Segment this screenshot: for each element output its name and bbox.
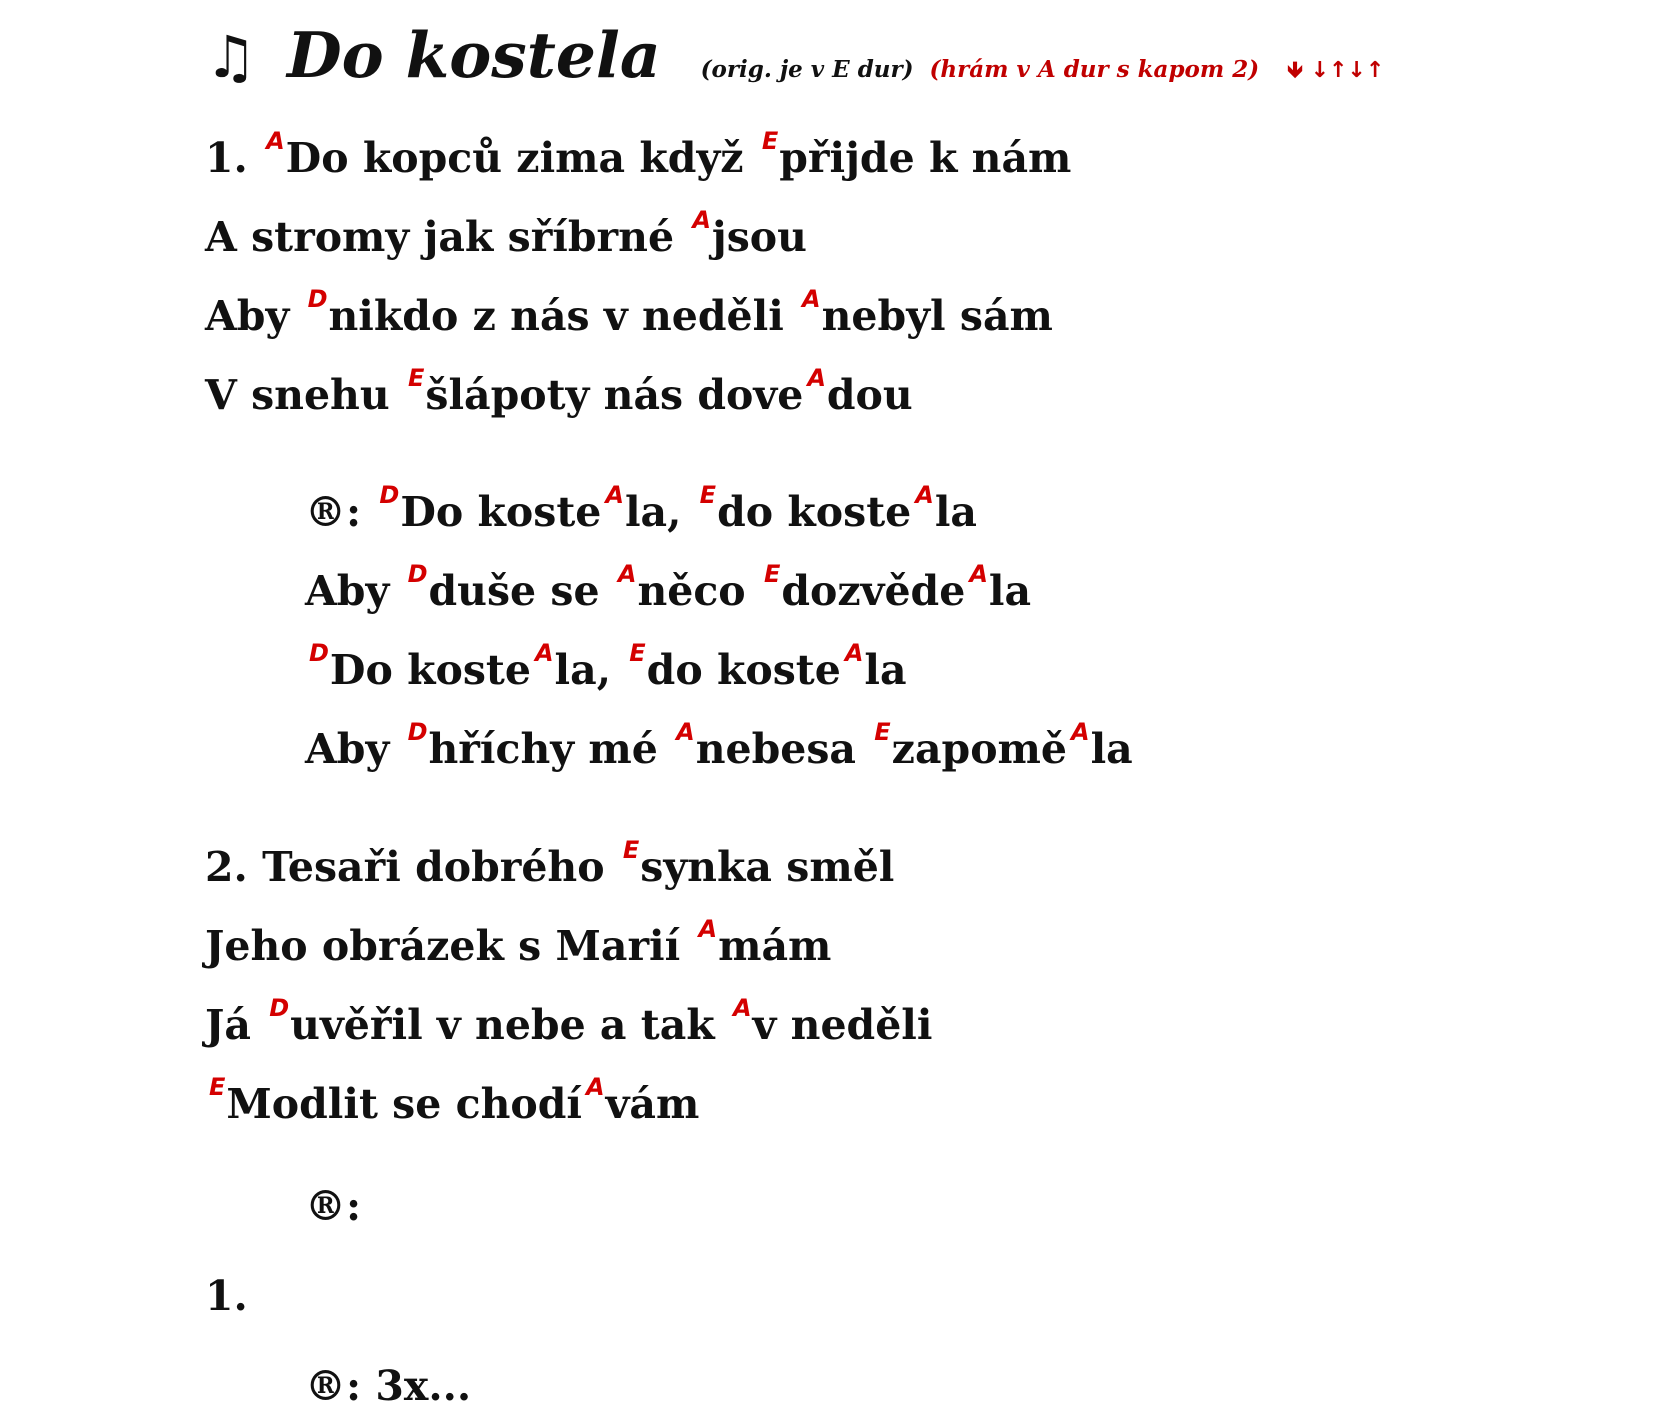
chord-a: A [844, 639, 864, 667]
lyric-text: Já [205, 1001, 266, 1049]
lyric-line-verse2-2 [205, 915, 832, 970]
lyric-line-chorus-1 [305, 481, 977, 536]
lyric-text: Aby [305, 567, 404, 615]
lyric-text: zapomě [891, 725, 1068, 773]
strumming-pattern-arrows: 🡻 ↓↑↓↑ [1287, 58, 1385, 83]
lyric-text: nikdo z nás v neděli [328, 292, 799, 340]
chord-a: A [807, 364, 826, 392]
chord-e: E [629, 639, 646, 667]
chord-a: A [1071, 718, 1090, 746]
lyric-line-verse2-3 [205, 994, 933, 1049]
lyric-line-chorus-4 [305, 718, 1133, 773]
lyric-text: dozvěde [781, 567, 966, 615]
song-title: Do kostela [287, 18, 661, 92]
lyric-text: v neděli [752, 1001, 933, 1049]
lyric-text: do koste [717, 488, 912, 536]
lyric-text: V snehu [205, 371, 404, 419]
chord-e: E [699, 481, 717, 509]
played-key-note: (hrám v A dur s kapom 2) [929, 56, 1260, 83]
chord-d: D [407, 560, 428, 588]
lyric-text: la [864, 646, 907, 694]
lyric-text: la, [554, 646, 626, 694]
chord-a: A [617, 560, 637, 588]
chord-d: D [309, 639, 329, 667]
lyric-text: Aby [205, 292, 304, 340]
lyric-text: 2. Tesaři dobrého [205, 843, 619, 891]
song-header [205, 18, 1384, 92]
chord-e: E [874, 718, 891, 746]
chord-a: A [266, 127, 285, 155]
lyric-text: Do koste [329, 646, 531, 694]
lyric-line-verse1-2 [205, 206, 807, 261]
lyric-text: vám [605, 1080, 700, 1128]
lyric-line-verse2-1 [205, 836, 895, 891]
original-key-note: (orig. je v E dur) [700, 56, 914, 83]
lyric-line-verse1-1 [205, 127, 1072, 182]
lyric-text: A stromy jak sříbrné [205, 213, 689, 261]
lyric-text: Modlit se chodí [226, 1080, 582, 1128]
lyric-line-verse2-4 [205, 1073, 700, 1128]
lyric-text: jsou [711, 213, 807, 261]
lyric-text: la [988, 567, 1032, 615]
lyric-text: Do koste [400, 488, 602, 536]
lyric-text: synka směl [640, 843, 895, 891]
lyric-text: do koste [646, 646, 841, 694]
chord-a: A [605, 481, 624, 509]
lyric-text: 1. [205, 1272, 248, 1320]
lyric-text: Aby [305, 725, 404, 773]
lyric-text: nebyl sám [821, 292, 1053, 340]
chord-e: E [763, 560, 781, 588]
lyric-text: la, [624, 488, 696, 536]
lyric-text: hříchy mé [428, 725, 673, 773]
lyric-text: ®: [305, 1182, 362, 1230]
lyric-text: něco [637, 567, 760, 615]
chord-a: A [915, 481, 934, 509]
chord-e: E [761, 127, 779, 155]
lyric-line-verse1-4 [205, 364, 913, 419]
chord-d: D [307, 285, 328, 313]
lyric-text: duše se [428, 567, 614, 615]
chord-d: D [269, 994, 290, 1022]
chord-e: E [407, 364, 425, 392]
lyric-text: ®: [305, 488, 376, 536]
lyric-text: přijde k nám [779, 134, 1072, 182]
chord-e: E [209, 1073, 226, 1101]
lyric-text: mám [718, 922, 832, 970]
music-note-icon: ♫ [205, 23, 257, 91]
chord-a: A [534, 639, 554, 667]
verse1-repeat-marker [205, 1272, 248, 1320]
chord-a: A [969, 560, 988, 588]
lyric-line-verse1-3 [205, 285, 1053, 340]
chord-d: D [379, 481, 400, 509]
chorus-repeat-3x-marker [305, 1362, 472, 1410]
chord-a: A [732, 994, 752, 1022]
lyric-text: nebesa [695, 725, 871, 773]
lyric-text: 1. [205, 134, 263, 182]
lyric-text: uvěřil v nebe a tak [290, 1001, 729, 1049]
chord-a: A [585, 1073, 605, 1101]
lyric-text: la [1090, 725, 1133, 773]
chorus-repeat-marker [305, 1182, 362, 1230]
lyric-text: la [934, 488, 977, 536]
chord-a: A [676, 718, 695, 746]
lyric-text: šlápoty nás dove [425, 371, 804, 419]
chord-d: D [407, 718, 428, 746]
lyric-text: Do kopců zima když [285, 134, 758, 182]
lyric-text: ®: 3x... [305, 1362, 472, 1410]
lyric-text: dou [826, 371, 913, 419]
lyric-line-chorus-2 [305, 560, 1032, 615]
chord-e: E [622, 836, 640, 864]
chord-a: A [802, 285, 821, 313]
chord-a: A [698, 915, 718, 943]
lyric-line-chorus-3 [305, 639, 907, 694]
lyric-text: Jeho obrázek s Marií [205, 922, 695, 970]
chord-a: A [692, 206, 711, 234]
